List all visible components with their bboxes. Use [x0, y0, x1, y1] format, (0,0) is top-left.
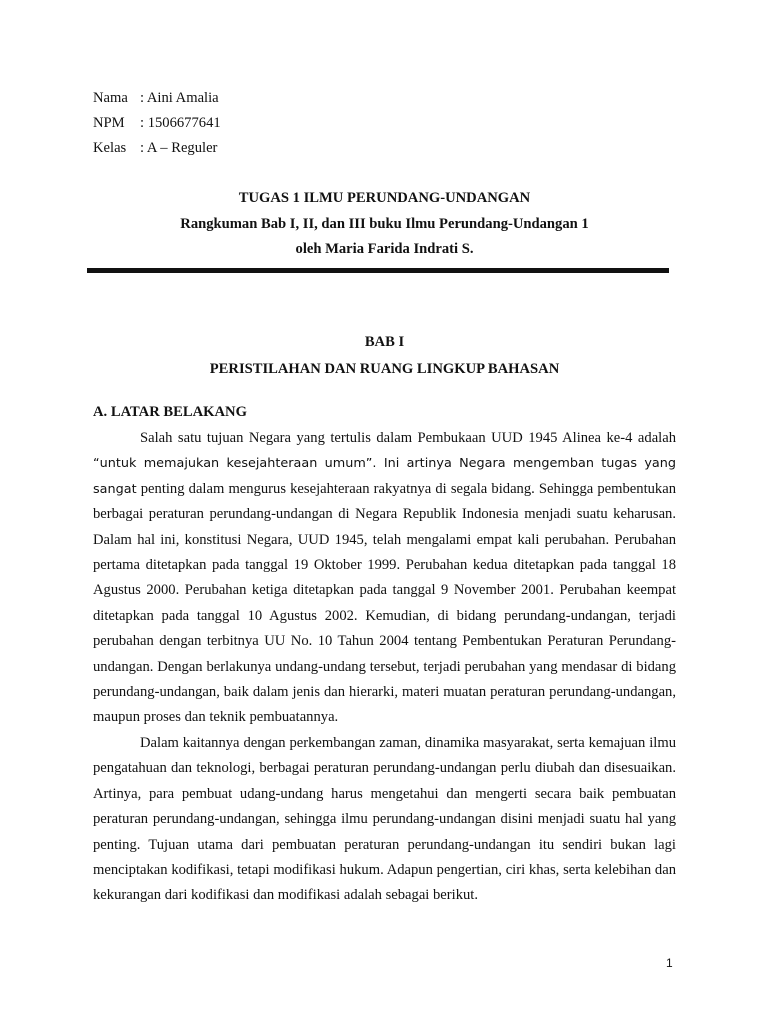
assignment-title: TUGAS 1 ILMU PERUNDANG-UNDANGAN — [238, 190, 531, 206]
paragraph-1-rest: penting dalam mengurus kesejahteraan rakyatnya di segala bidang. Sehingga pembentukan berbagai peraturan perundang-undangan di Negara Republik Indonesia menjadi suatu keharusan. Dalam hal ini, konstitusi Negara, UUD 1945, telah mengalami empat kali perubahan. Perubahan pertama ditetapkan pada tanggal 19 Oktober 1999. Perubahan kedua ditetapkan pada tanggal 18 Agustus 2000. Perubahan ketiga ditetapkan pada tanggal 9 November 2001. Perubahan keempat ditetapkan pada tanggal 10 Agustus 2002. Kemudian, di bidang perundang-undangan, terjadi perubahan dengan terbitnya UU No. 10 Tahun 2004 tentang Pembentukan Peraturan Perundang-undangan. Dengan berlakunya undang-undang tersebut, terjadi perubahan yang mendasar di bidang perundang-undangan, baik dalam jenis dan hierarki, materi muatan peraturan perundang-undangan, maupun proses dan teknik pembuatannya. — [93, 480, 676, 726]
assignment-heading — [93, 186, 676, 263]
paragraph-1-intro: Salah satu tujuan Negara yang tertulis dalam Pembukaan UUD 1945 Alinea ke-4 adalah — [140, 430, 676, 446]
page-number: 1 — [666, 956, 673, 970]
chapter-title: PERISTILAHAN DAN RUANG LINGKUP BAHASAN — [209, 361, 560, 377]
class-value: : A – Reguler — [140, 140, 218, 156]
section-title: A. LATAR BELAKANG — [93, 404, 247, 420]
paragraph-1-quote: “untuk memajukan kesejahteraan umum”. Ini artinya Negara mengemban tugas yang sangat — [93, 456, 676, 497]
chapter-number: BAB I — [364, 334, 405, 350]
name-value: : Aini Amalia — [140, 90, 219, 106]
section-body — [93, 426, 676, 909]
paragraph-2: Dalam kaitannya dengan perkembangan zaman, dinamika masyarakat, serta kemajuan ilmu pengatahuan dan teknologi, berbagai peraturan perundang-undangan perlu diubah dan disesuaikan. Artinya, para pembuat udang-undang harus mengetahui dan mengerti secara baik pembuatan peraturan perundang-undangan, sehingga ilmu perundang-undangan disini menjadi suatu hal yang penting. Tujuan utama dari pembuatan peraturan perundang-undangan itu sendiri bukan lagi menciptakan kodifikasi, tetapi modifikasi hukum. Adapun pengertian, ciri khas, serta kelebihan dan kekurangan dari kodifikasi dan modifikasi adalah sebagai berikut. — [93, 734, 676, 904]
assignment-author-line: oleh Maria Farida Indrati S. — [295, 241, 474, 257]
name-row — [93, 86, 221, 111]
paragraph-1 — [93, 426, 676, 731]
assignment-subtitle: Rangkuman Bab I, II, dan III buku Ilmu Perundang-Undangan 1 — [180, 215, 589, 232]
npm-row — [93, 111, 221, 136]
npm-value: : 1506677641 — [140, 115, 221, 131]
npm-label: NPM — [93, 115, 125, 131]
heading-divider — [87, 268, 669, 273]
chapter-heading — [93, 329, 676, 383]
name-label: Nama — [93, 90, 128, 106]
class-row — [93, 136, 221, 161]
class-label: Kelas — [93, 140, 127, 156]
student-identity — [93, 86, 221, 161]
